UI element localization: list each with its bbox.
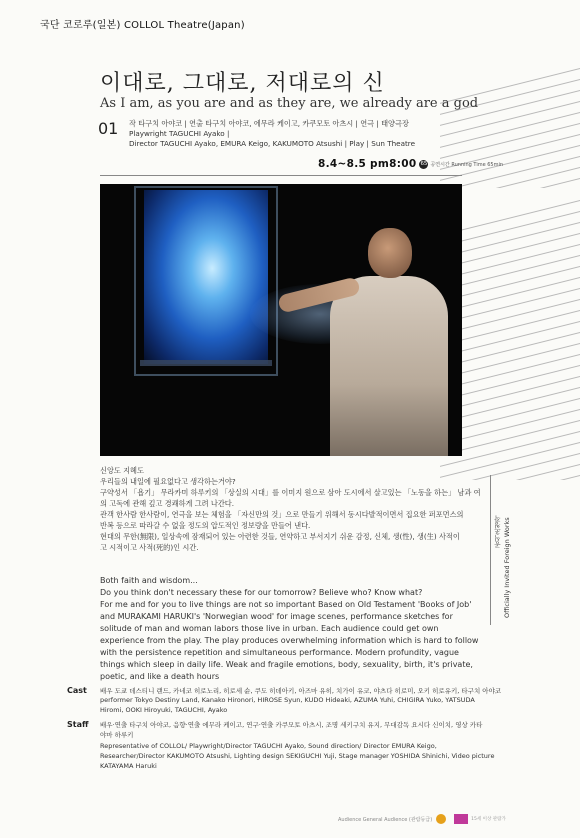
sidebar-korean: 공식초청작	[494, 515, 502, 548]
staff-korean-cont: 야마 하루키	[100, 731, 134, 739]
synopsis-en-line: and MURAKAMI HARUKI's 'Norwegian wood' for image scenes, performance sketches for	[100, 612, 453, 621]
staff-korean: 배우·연출 타구치 아야코, 음향·연출 에무라 케이고, 연구·연출 카쿠모토 아츠시, 조명 세키구치 유지, 무대감독 요시다 신이치, 영상 카타	[100, 721, 483, 729]
rating-badge-icon	[436, 814, 446, 824]
staff-english-end: KATAYAMA Haruki	[100, 762, 157, 770]
performer-head	[368, 228, 412, 278]
cast-english: performer Tokyo Destiny Land, Kanako Hironori, HIROSE Syun, KUDO Hideaki, AZUMA Yuhi, CHIGIRA Yuko, YATSUDA	[100, 696, 475, 704]
synopsis-ko-line: 반복 등으로 따라갈 수 없을 정도의 압도적인 정보량을 만들어 낸다.	[100, 521, 311, 530]
performance-dates: 8.4~8.5 pm8:00	[318, 158, 417, 170]
footer-audience: Audience General Audience (관람등급)	[338, 816, 433, 823]
synopsis-en-line: Both faith and wisdom...	[100, 576, 198, 585]
table-base	[140, 360, 272, 366]
staff-english-cont: Researcher/Director KAKUMOTO Atsushi, Lighting design SEKIGUCHI Yuji, Stage manager YOSHIDA Shinichi, Video picture	[100, 752, 495, 760]
divider	[100, 175, 462, 176]
synopsis-en-line: poetic, and like a death hours	[100, 672, 220, 681]
synopsis-ko-line: 의 고독에 관해 깊고 경쾌하게 그려 나간다.	[100, 499, 235, 508]
synopsis-ko-line: 구약성서 「욥기」 무라카미 하루키의 「상실의 시대」를 이미지 원으로 삼아 도시에서 살고있는 「노동을 하는」 남과 여	[100, 488, 481, 497]
projection-panel	[144, 190, 268, 364]
synopsis-ko-line: 신앙도 지혜도	[100, 466, 144, 475]
sidebar-divider	[490, 475, 491, 625]
staff-label: Staff	[67, 720, 89, 729]
synopsis-en-line: experience from the play. The play produces overwhelming information which is hard to follow	[100, 636, 479, 645]
sidebar-english: Officially Invited Foreign Works	[503, 517, 511, 618]
performer-body	[330, 276, 448, 456]
schedule	[318, 158, 503, 170]
synopsis-en-line: solitude of man and woman labors those live in urban. Each audience could get own	[100, 624, 439, 633]
cast-korean: 배우 도쿄 데스티니 랜드, 카네코 히로노리, 히로세 슌, 쿠도 히데아키, 아즈마 유히, 치가이 유코, 야츠다 히로미, 오키 히로유키, 타구치 아야코	[100, 687, 502, 695]
credit-playwright: Playwright TAGUCHI Ayako |	[129, 129, 230, 138]
synopsis-ko-line: 관객 한사람 한사람이, 연극을 보는 체험을 「자신만의 것」으로 만들기 위해서 동시다발적이면서 집요한 퍼포먼스의	[100, 510, 464, 519]
age-badge: 65	[420, 160, 428, 167]
section-header: 국단 코로루(일본) COLLOL Theatre(Japan)	[40, 20, 245, 31]
performance-photo	[100, 184, 462, 456]
age-rating-icon	[454, 814, 468, 824]
cast-label: Cast	[67, 686, 87, 695]
synopsis-ko-line: 현대의 무한(無限), 일상속에 잠재되어 있는 아련한 것들, 연약하고 부서지기 쉬운 감정, 신체, 생(性), 생(生) 사적이	[100, 532, 460, 541]
footer	[338, 814, 506, 824]
synopsis-en-line: with the persistence repetition and simultaneous performance. Modern profundity, vague	[100, 648, 459, 657]
credit-director: Director TAGUCHI Ayako, EMURA Keigo, KAKUMOTO Atsushi | Play | Sun Theatre	[129, 139, 416, 148]
synopsis-en-line: things which sleep in daily life. Weak and fragile emotions, body, sexuality, birth, it's private,	[100, 660, 473, 669]
synopsis-ko-line: 우리들의 내일에 필요없다고 생각하는거야?	[100, 477, 236, 486]
running-time: 공연시간 Running Time 65min	[430, 161, 504, 168]
title-english: As I am, as you are and as they are, we already are a god	[100, 96, 479, 111]
staff-english: Representative of COLLOL/ Playwright/Director TAGUCHI Ayako, Sound direction/ Director EMURA Keigo,	[100, 742, 437, 750]
cast-english-cont: Hiromi, OOKI Hiroyuki, TAGUCHI, Ayako	[100, 706, 228, 714]
credit-korean: 작 타구치 아야코 | 연출 타구치 아야코, 에무라 케이고, 카쿠모토 아츠시 | 연극 | 태양극장	[129, 119, 409, 128]
synopsis-ko-line: 고 시적이고 사적(死的)인 시간.	[100, 543, 199, 552]
synopsis-en-line: Do you think don't necessary these for our tomorrow? Believe who? Know what?	[100, 588, 423, 597]
footer-rating-note: 15세 이상 관람가	[471, 816, 506, 822]
title-korean: 이대로, 그대로, 저대로의 신	[100, 71, 385, 96]
item-number: 01	[98, 119, 119, 138]
synopsis-en-line: For me and for you to live things are not so important Based on Old Testament 'Books of Job'	[100, 600, 472, 609]
